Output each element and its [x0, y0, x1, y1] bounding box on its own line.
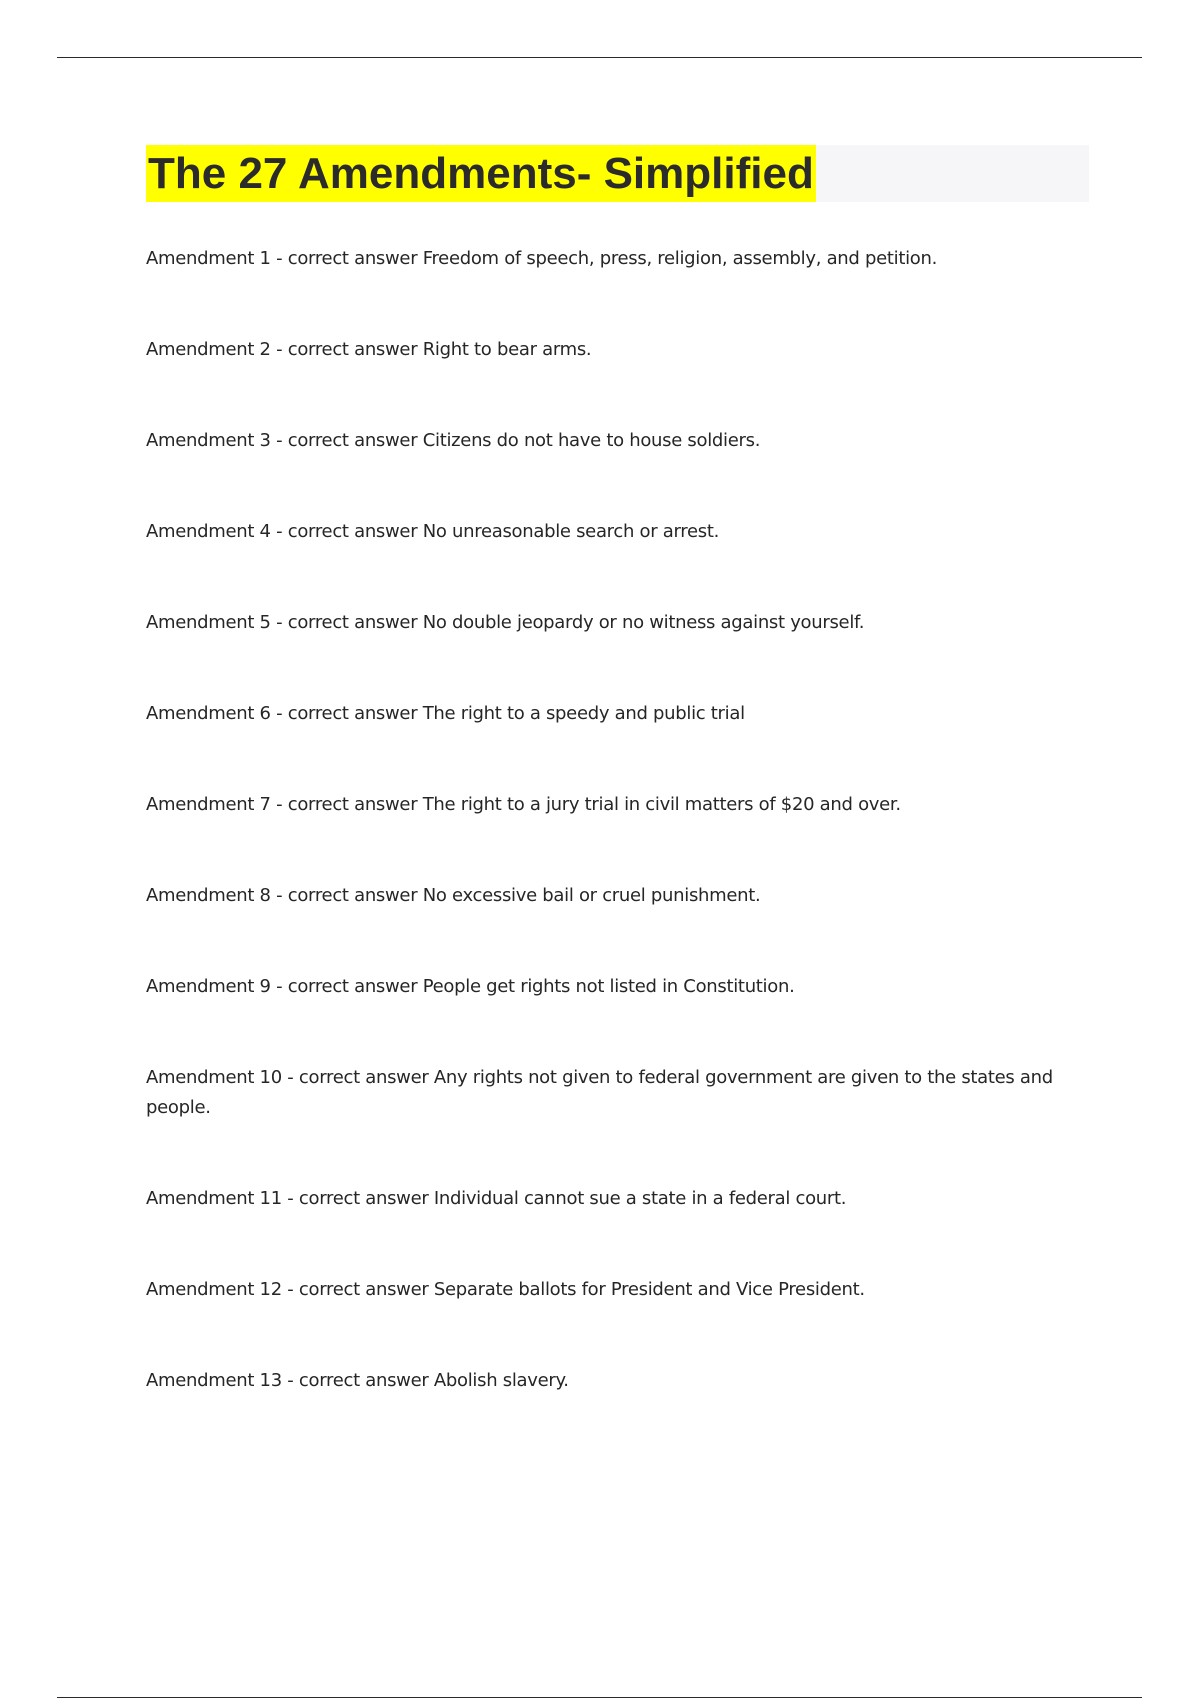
amendment-5: Amendment 5 - correct answer No double jeopardy or no witness against yourself. — [146, 612, 865, 633]
amendment-8: Amendment 8 - correct answer No excessive bail or cruel punishment. — [146, 885, 761, 906]
amendment-9: Amendment 9 - correct answer People get rights not listed in Constitution. — [146, 976, 795, 997]
amendment-6: Amendment 6 - correct answer The right to a speedy and public trial — [146, 703, 745, 724]
amendment-4: Amendment 4 - correct answer No unreasonable search or arrest. — [146, 521, 720, 542]
amendment-12: Amendment 12 - correct answer Separate ballots for President and Vice President. — [146, 1279, 865, 1300]
amendment-list — [146, 244, 1086, 1457]
amendment-13: Amendment 13 - correct answer Abolish slavery. — [146, 1370, 569, 1391]
document-title: The 27 Amendments- Simplified — [146, 145, 816, 202]
top-divider — [57, 57, 1142, 58]
bottom-divider — [57, 1697, 1142, 1698]
amendment-2: Amendment 2 - correct answer Right to bear arms. — [146, 339, 592, 360]
amendment-11: Amendment 11 - correct answer Individual cannot sue a state in a federal court. — [146, 1188, 847, 1209]
amendment-7: Amendment 7 - correct answer The right to a jury trial in civil matters of $20 and over. — [146, 794, 901, 815]
amendment-1: Amendment 1 - correct answer Freedom of speech, press, religion, assembly, and petition. — [146, 248, 938, 269]
amendment-10: Amendment 10 - correct answer Any rights not given to federal government are given to the states and people. — [146, 1067, 1053, 1118]
amendment-3: Amendment 3 - correct answer Citizens do not have to house soldiers. — [146, 430, 761, 451]
